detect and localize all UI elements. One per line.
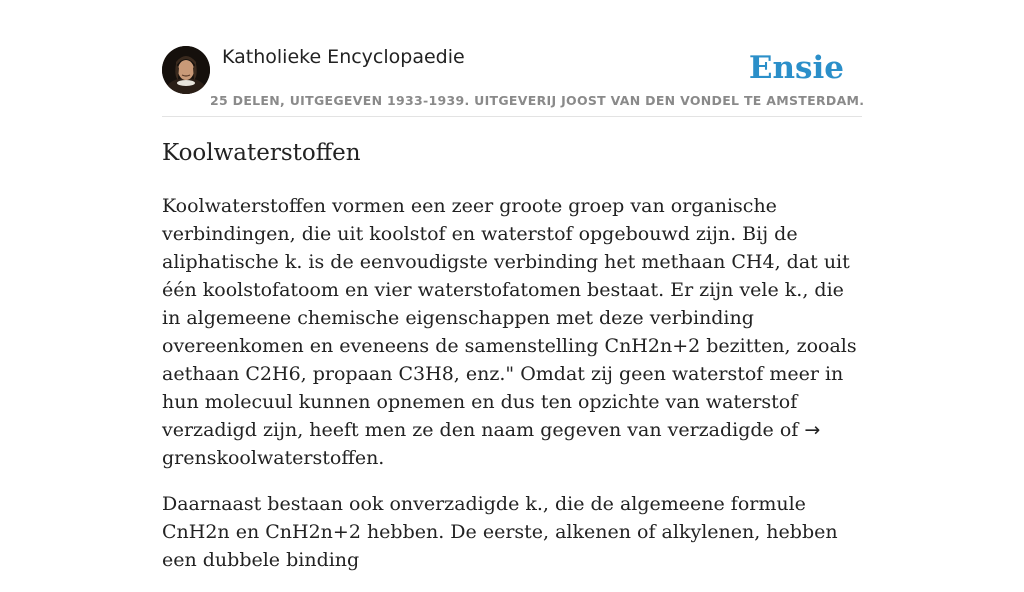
- portrait-icon: [162, 46, 210, 94]
- reference-arrow-icon: →: [804, 419, 821, 441]
- article-body: [162, 192, 867, 592]
- page-content: [162, 0, 865, 571]
- paragraph-1-text: Koolwaterstoffen vormen een zeer groote groep van organische verbindingen, die uit koolstof en waterstof opgebouwd zijn. Bij de aliphatische k. is de eenvoudigste verbinding het methaan CH4, dat uit één koolstofatoom en vier waterstofatomen bestaat. Er zijn vele k., die in algemeene chemische eigenschappen met deze verbinding overeenkomen en eveneens de samenstelling CnH2n+2 bezitten, zooals aethaan C2H6, propaan C3H8, enz." Omdat zij geen waterstof meer in hun molecuul kunnen opnemen en dus ten opzichte van waterstof verzadigd zijn, heeft men ze den naam gegeven van verzadigde of: [162, 195, 857, 441]
- source-title[interactable]: Katholieke Encyclopaedie: [222, 46, 465, 68]
- source-meta: 25 DELEN, UITGEGEVEN 1933-1939. UITGEVERIJ JOOST VAN DEN VONDEL TE AMSTERDAM.: [210, 93, 865, 108]
- paragraph-2: Daarnaast bestaan ook onverzadigde k., die de algemeene formule CnH2n en CnH2n+2 hebben. De eerste, alkenen of alkylenen, hebben een dubbele binding: [162, 493, 838, 571]
- source-avatar[interactable]: [162, 46, 210, 94]
- reference-link[interactable]: grenskoolwaterstoffen.: [162, 447, 385, 469]
- brand-logo[interactable]: Ensie: [748, 50, 844, 86]
- source-header: [162, 0, 865, 117]
- article-title: Koolwaterstoffen: [162, 140, 361, 166]
- paragraph-1: [162, 192, 867, 472]
